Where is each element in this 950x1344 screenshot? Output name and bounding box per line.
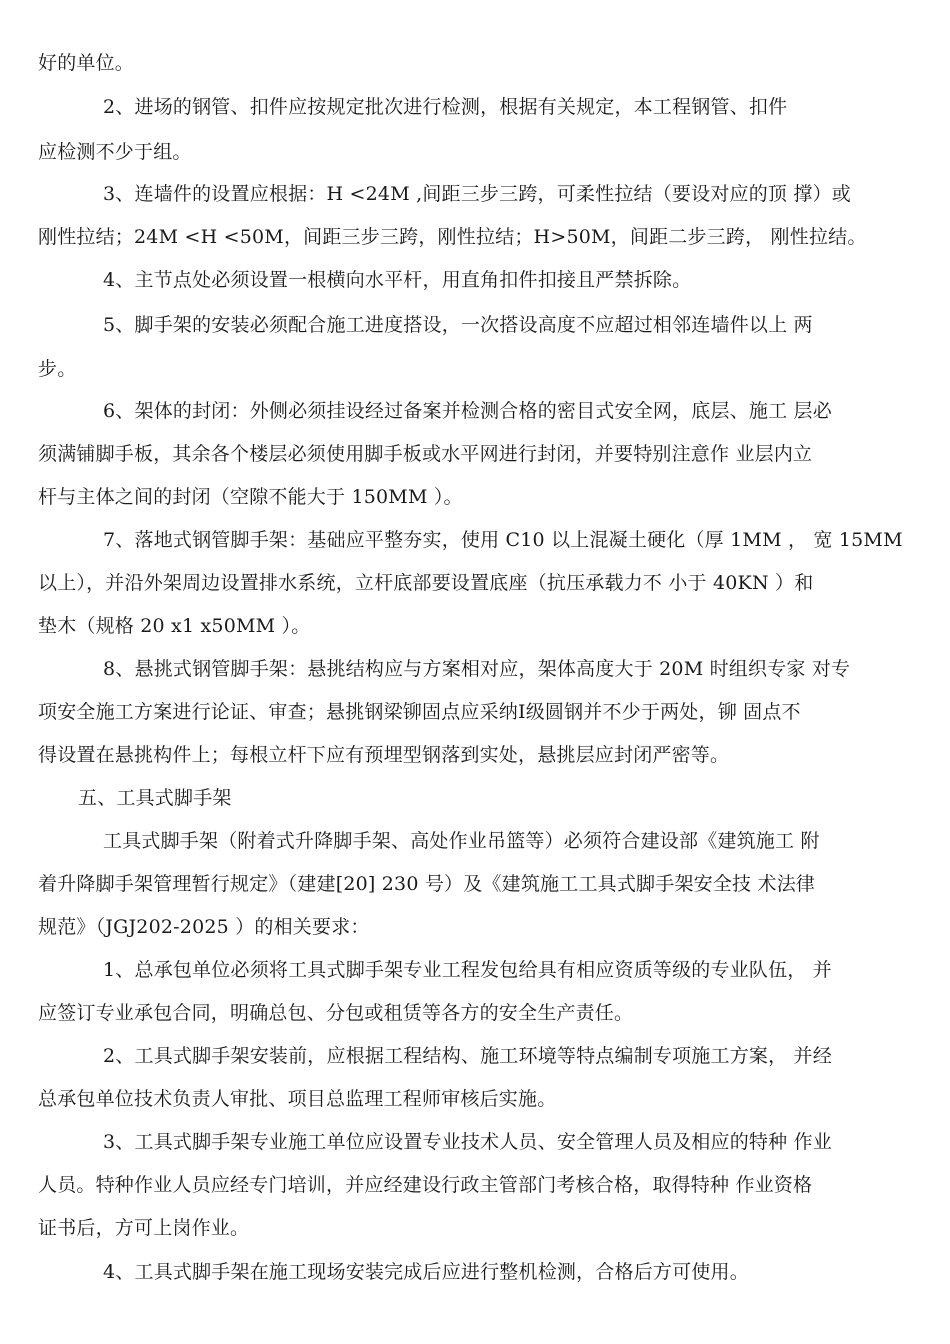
text-line: 好的单位。 [38, 52, 135, 74]
text-line: 6、架体的封闭：外侧必须挂设经过备案并检测合格的密目式安全网，底层、施工 层必 [103, 400, 832, 422]
text-line: 1、总承包单位必须将工具式脚手架专业工程发包给具有相应资质等级的专业队伍， 并 [103, 959, 832, 981]
text-line: 应检测不少于组。 [38, 141, 192, 163]
text-line: 以上），并沿外架周边设置排水系统，立杆底部要设置底座（抗压承载力不 小于 40KN ）和 [38, 572, 814, 594]
text-line: 人员。特种作业人员应经专门培训，并应经建设行政主管部门考核合格，取得特种 作业资格 [38, 1174, 813, 1196]
text-line: 垫木（规格 20 x1 x50MM ）。 [38, 615, 311, 637]
text-line: 应签订专业承包合同，明确总包、分包或租赁等各方的安全生产责任。 [38, 1002, 634, 1024]
text-line: 4、主节点处必须设置一根横向水平杆，用直角扣件扣接且严禁拆除。 [103, 269, 692, 291]
text-line: 7、落地式钢管脚手架：基础应平整夯实，使用 C10 以上混凝土硬化（厚 1MM ， 宽 15MM [103, 529, 903, 551]
text-line: 规范》（JGJ202-2025 ）的相关要求： [38, 916, 370, 938]
text-line: 3、工具式脚手架专业施工单位应设置专业技术人员、安全管理人员及相应的特种 作业 [103, 1131, 832, 1153]
text-line: 刚性拉结；24M <H <50M，间距三步三跨，刚性拉结；H>50M，间距二步三跨， 刚性拉结。 [38, 226, 867, 248]
text-line: 2、进场的钢管、扣件应按规定批次进行检测，根据有关规定，本工程钢管、扣件 [103, 96, 788, 118]
text-line: 着升降脚手架管理暂行规定》（建建[20] 230 号）及《建筑施工工具式脚手架安全技 术法律 [38, 873, 816, 895]
text-line: 证书后，方可上岗作业。 [38, 1217, 250, 1239]
text-line: 工具式脚手架（附着式升降脚手架、高处作业吊篮等）必须符合建设部《建筑施工 附 [103, 830, 820, 852]
text-line: 杆与主体之间的封闭（空隙不能大于 150MM ）。 [38, 486, 463, 508]
text-line: 得设置在悬挑构件上；每根立杆下应有预埋型钢落到实处，悬挑层应封闭严密等。 [38, 744, 730, 766]
text-line: 3、连墙件的设置应根据：H <24M ,间距三步三跨，可柔性拉结（要设对应的顶 撑）或 [103, 183, 851, 205]
text-line: 总承包单位技术负责人审批、项目总监理工程师审核后实施。 [38, 1088, 557, 1110]
text-line: 步。 [38, 358, 77, 380]
text-line: 4、工具式脚手架在施工现场安装完成后应进行整机检测，合格后方可使用。 [103, 1261, 749, 1283]
text-line: 2、工具式脚手架安装前，应根据工程结构、施工环境等特点编制专项施工方案， 并经 [103, 1045, 832, 1067]
text-line: 8、悬挑式钢管脚手架：悬挑结构应与方案相对应，架体高度大于 20M 时组织专家 对专 [103, 658, 851, 680]
text-line: 5、脚手架的安装必须配合施工进度搭设，一次搭设高度不应超过相邻连墙件以上 两 [103, 314, 813, 336]
text-line: 须满铺脚手板，其余各个楼层必须使用脚手板或水平网进行封闭，并要特别注意作 业层内立 [38, 443, 813, 465]
text-line: 项安全施工方案进行论证、审查；悬挑钢梁铆固点应采纳Ⅰ级圆钢并不少于两处，铆 固点不 [38, 701, 801, 723]
section-heading: 五、工具式脚手架 [78, 787, 232, 809]
